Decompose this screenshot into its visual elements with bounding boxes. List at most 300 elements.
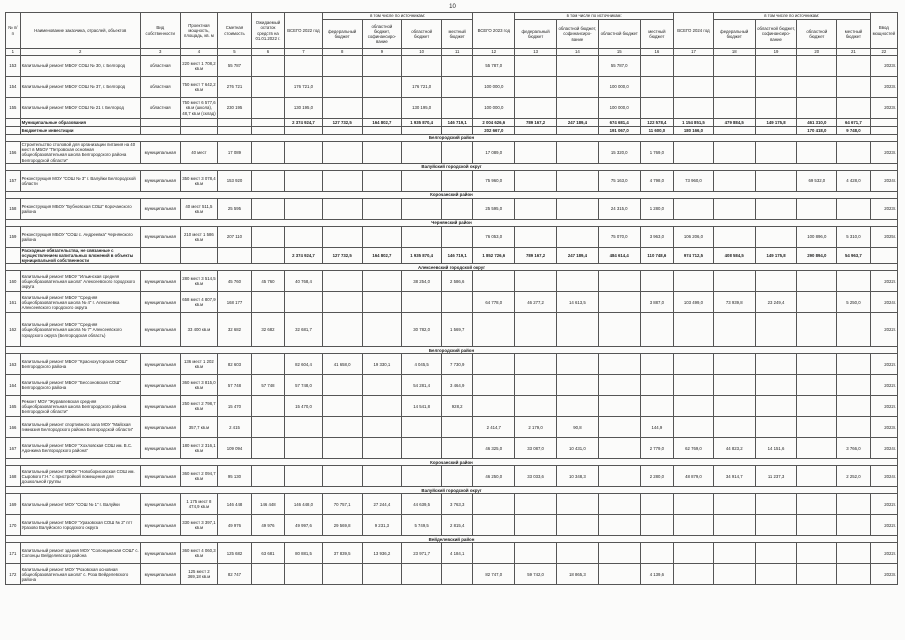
table-cell: 928,2: [442, 396, 473, 417]
table-cell: [515, 142, 557, 164]
table-cell: [755, 142, 797, 164]
table-cell: муниципальная: [140, 198, 180, 219]
table-cell: [674, 142, 714, 164]
commissioning-year: 2023г.: [870, 417, 897, 438]
table-cell: [322, 271, 362, 292]
table-cell: 95 130: [218, 466, 251, 487]
table-cell: 2 374 924,7: [285, 119, 323, 127]
table-cell: 100 000,0: [598, 98, 640, 119]
table-cell: 122 578,4: [640, 119, 673, 127]
table-cell: [322, 313, 362, 347]
table-cell: муниципальная: [140, 271, 180, 292]
table-cell: 33 033,6: [515, 466, 557, 487]
row-number: 167: [6, 438, 21, 459]
table-cell: [837, 564, 870, 585]
table-cell: [515, 396, 557, 417]
table-cell: [362, 564, 402, 585]
header-group-2024: в том числе по источникам:: [713, 13, 870, 20]
table-cell: 164 802,7: [362, 247, 402, 264]
table-cell: [797, 198, 837, 219]
column-number: 12: [473, 49, 515, 56]
table-cell: [402, 292, 442, 313]
table-cell: 789 167,2: [515, 119, 557, 127]
table-cell: 149 175,8: [755, 247, 797, 264]
commissioning-year: 2022г.: [870, 494, 897, 515]
table-cell: [251, 56, 284, 77]
total-row: [6, 127, 898, 135]
table-cell: [837, 354, 870, 375]
table-row: [6, 142, 898, 164]
table-cell: [251, 466, 284, 487]
row-number: 169: [6, 494, 21, 515]
table-cell: [402, 564, 442, 585]
row-number: 160: [6, 271, 21, 292]
table-cell: [251, 292, 284, 313]
table-cell: [755, 98, 797, 119]
header-group-2022: в том числе по источникам:: [322, 13, 473, 20]
table-cell: [515, 98, 557, 119]
section-row: [6, 536, 898, 543]
table-cell: [674, 375, 714, 396]
table-cell: [322, 142, 362, 164]
table-cell: [837, 313, 870, 347]
table-cell: 75 960,0: [473, 170, 515, 191]
table-cell: 82 747: [218, 564, 251, 585]
header-regional-2022: областной бюджет: [402, 20, 442, 49]
column-number: 17: [674, 49, 714, 56]
table-cell: 180 166,0: [674, 127, 714, 135]
table-cell: [797, 396, 837, 417]
table-cell: муниципальная: [140, 466, 180, 487]
table-cell: [598, 396, 640, 417]
table-row: [6, 354, 898, 375]
table-cell: [473, 515, 515, 536]
table-cell: [285, 198, 323, 219]
table-cell: 250 мест 2 798,7 кв.м: [180, 396, 218, 417]
header-commissioning: Ввод мощностей: [870, 13, 897, 49]
row-number: 155: [6, 98, 21, 119]
table-row: [6, 564, 898, 585]
table-cell: [251, 564, 284, 585]
table-cell: 15 470: [218, 396, 251, 417]
table-row: [6, 396, 898, 417]
column-number: 16: [640, 49, 673, 56]
object-name: Капитальный ремонт МБОУ СОШ № 30, г. Белгород: [20, 56, 140, 77]
table-cell: 27 244,4: [362, 494, 402, 515]
table-cell: [362, 466, 402, 487]
table-cell: [797, 292, 837, 313]
table-cell: [797, 77, 837, 98]
table-cell: [674, 515, 714, 536]
header-regional-2023: областной бюджет: [598, 20, 640, 49]
table-cell: 5 250,0: [837, 292, 870, 313]
table-cell: [362, 396, 402, 417]
table-cell: [755, 226, 797, 247]
table-cell: [322, 127, 362, 135]
table-cell: [515, 375, 557, 396]
header-local-2023: местный бюджет: [640, 20, 673, 49]
table-cell: [713, 198, 755, 219]
column-number: 19: [755, 49, 797, 56]
table-cell: [557, 515, 599, 536]
table-cell: [755, 170, 797, 191]
table-cell: [713, 354, 755, 375]
table-cell: 207 110: [218, 226, 251, 247]
row-number: 165: [6, 396, 21, 417]
table-cell: 125 682: [218, 543, 251, 564]
header-cost: Сметная стоимость: [218, 13, 251, 49]
table-row: [6, 375, 898, 396]
table-cell: [797, 354, 837, 375]
table-cell: 230 195: [218, 98, 251, 119]
table-cell: 30 782,0: [402, 313, 442, 347]
header-regional-cofin-2024: областной бюджет, софинансиро-вание: [755, 20, 797, 49]
table-cell: [713, 494, 755, 515]
table-cell: [640, 354, 673, 375]
table-cell: 125 мест 2 369,18 кв.м: [180, 564, 218, 585]
table-cell: 33 400 кв.м: [180, 313, 218, 347]
table-cell: [755, 56, 797, 77]
table-cell: [674, 354, 714, 375]
table-cell: 9 231,3: [362, 515, 402, 536]
column-number: 21: [837, 49, 870, 56]
table-cell: [674, 56, 714, 77]
commissioning-year: 2024г.: [870, 292, 897, 313]
table-cell: муниципальная: [140, 417, 180, 438]
table-cell: [674, 77, 714, 98]
table-cell: [755, 77, 797, 98]
table-cell: [640, 77, 673, 98]
table-cell: [837, 77, 870, 98]
table-cell: [322, 396, 362, 417]
table-cell: 210 мест 1 586 кв.м: [180, 226, 218, 247]
header-regional-cofin-2023: областной бюджет, софинансиро-вание: [557, 20, 599, 49]
table-cell: [473, 543, 515, 564]
table-cell: 130 195,0: [402, 98, 442, 119]
table-row: [6, 56, 898, 77]
row-number: 153: [6, 56, 21, 77]
table-cell: 69 532,0: [797, 170, 837, 191]
table-cell: 40 768,4: [285, 271, 323, 292]
table-cell: 4 139,6: [640, 564, 673, 585]
table-cell: 136 мест 1 202 кв.м: [180, 354, 218, 375]
table-cell: [557, 226, 599, 247]
table-cell: 55 787,0: [598, 56, 640, 77]
table-cell: [713, 313, 755, 347]
table-cell: [598, 354, 640, 375]
table-cell: [674, 564, 714, 585]
table-cell: [218, 119, 251, 127]
table-cell: 2 779,0: [640, 438, 673, 459]
table-cell: [598, 271, 640, 292]
table-cell: [640, 396, 673, 417]
table-cell: 82 604,4: [285, 354, 323, 375]
table-cell: [674, 494, 714, 515]
table-cell: [473, 271, 515, 292]
table-cell: [557, 543, 599, 564]
table-cell: [362, 292, 402, 313]
column-numbers-row: [6, 49, 898, 56]
table-cell: 13 936,2: [362, 543, 402, 564]
table-cell: [285, 438, 323, 459]
table-cell: 14 151,6: [755, 438, 797, 459]
table-cell: [285, 564, 323, 585]
table-cell: [402, 198, 442, 219]
table-cell: 17 089,0: [473, 142, 515, 164]
commissioning-year: 2023г.: [870, 198, 897, 219]
table-cell: [402, 466, 442, 487]
table-cell: 164 802,7: [362, 119, 402, 127]
table-cell: [362, 142, 402, 164]
table-cell: [362, 271, 402, 292]
table-cell: [713, 226, 755, 247]
table-cell: [837, 494, 870, 515]
commissioning-year: 2024г.: [870, 466, 897, 487]
table-cell: [713, 375, 755, 396]
table-cell: [473, 375, 515, 396]
header-group-2023: в том числе по источникам:: [515, 13, 674, 20]
column-number: 15: [598, 49, 640, 56]
table-cell: [557, 494, 599, 515]
table-cell: 106 206,0: [674, 226, 714, 247]
header-ownership: Вид собственности: [140, 13, 180, 49]
row-number: 168: [6, 466, 21, 487]
table-row: [6, 494, 898, 515]
header-name: Наименование заказчика, отраслей, объектов: [20, 13, 140, 49]
table-cell: [322, 170, 362, 191]
section-title: Валуйский городской округ: [6, 487, 898, 494]
table-cell: [674, 543, 714, 564]
table-cell: 484 614,4: [598, 247, 640, 264]
table-cell: 5 310,0: [837, 226, 870, 247]
table-cell: 75 163,0: [598, 170, 640, 191]
table-cell: [362, 56, 402, 77]
object-name: Реконструкция МОУ "СОШ № 3" г. Валуйки Белгородской области: [20, 170, 140, 191]
table-cell: [837, 396, 870, 417]
table-cell: 3 464,9: [442, 375, 473, 396]
table-cell: муниципальная: [140, 375, 180, 396]
table-cell: [322, 98, 362, 119]
table-cell: [797, 142, 837, 164]
table-cell: 176 721,0: [285, 77, 323, 98]
row-number: 162: [6, 313, 21, 347]
table-cell: [285, 466, 323, 487]
object-name: Капитальный ремонт здания МОУ "Солонцинская СОШ" с. Солонцы Вейделевского района: [20, 543, 140, 564]
header-total-2024: ВСЕГО 2024 год: [674, 13, 714, 49]
table-cell: [402, 127, 442, 135]
table-cell: 18 865,3: [557, 564, 599, 585]
table-cell: 1 154 851,5: [674, 119, 714, 127]
table-cell: 180 мест 2 316,1 кв.м: [180, 438, 218, 459]
table-cell: [797, 543, 837, 564]
table-cell: [674, 396, 714, 417]
table-cell: [713, 543, 755, 564]
column-number: 13: [515, 49, 557, 56]
table-cell: 170 418,0: [797, 127, 837, 135]
table-cell: 37 839,5: [322, 543, 362, 564]
object-name: Реконструкция МБОУ "Бубновская СОШ" Корочанского района: [20, 198, 140, 219]
section-title: Белгородский район: [6, 135, 898, 142]
table-cell: 153 920: [218, 170, 251, 191]
commissioning-year: 2023г.: [870, 142, 897, 164]
table-cell: [442, 170, 473, 191]
table-cell: [515, 127, 557, 135]
table-cell: 146 448,0: [285, 494, 323, 515]
table-cell: 146 719,1: [442, 119, 473, 127]
table-cell: [322, 375, 362, 396]
table-cell: [442, 127, 473, 135]
section-title: Корочанский район: [6, 191, 898, 198]
object-name: Капитальный ремонт МБОУ "Хохловская СОШ им. В.С. Адонкина Белгородского района": [20, 438, 140, 459]
table-cell: 3 963,0: [640, 226, 673, 247]
table-cell: [140, 127, 180, 135]
table-cell: 10 431,0: [557, 438, 599, 459]
section-title: Вейделевский район: [6, 536, 898, 543]
section-title: Корочанский район: [6, 459, 898, 466]
section-row: [6, 459, 898, 466]
table-cell: 25 595: [218, 198, 251, 219]
table-cell: [442, 564, 473, 585]
table-cell: 44 823,2: [713, 438, 755, 459]
table-cell: 360 мест 2 094,7 кв.м: [180, 466, 218, 487]
table-cell: [755, 271, 797, 292]
commissioning-year: [870, 127, 897, 135]
table-cell: 360 мест 4 060,3 кв.м: [180, 543, 218, 564]
table-cell: [362, 417, 402, 438]
table-cell: 1 569,7: [442, 313, 473, 347]
table-cell: [362, 77, 402, 98]
table-cell: [515, 313, 557, 347]
table-cell: [442, 292, 473, 313]
total-row: [6, 119, 898, 127]
table-cell: муниципальная: [140, 313, 180, 347]
table-cell: 80 881,5: [285, 543, 323, 564]
table-cell: [285, 417, 323, 438]
table-cell: 110 748,6: [640, 247, 673, 264]
commissioning-year: 2023г.: [870, 98, 897, 119]
column-number: 3: [140, 49, 180, 56]
section-title: Валуйский городской округ: [6, 163, 898, 170]
table-cell: [557, 354, 599, 375]
table-cell: [322, 77, 362, 98]
row-number: 170: [6, 515, 21, 536]
table-row: [6, 198, 898, 219]
commissioning-year: 2022г.: [870, 271, 897, 292]
table-cell: 46 250,0: [473, 466, 515, 487]
table-cell: [285, 142, 323, 164]
table-cell: [755, 417, 797, 438]
table-cell: 11 600,0: [640, 127, 673, 135]
table-cell: [797, 375, 837, 396]
table-cell: 357,7 кв.м: [180, 417, 218, 438]
table-cell: 350 мест 3 078,4 кв.м: [180, 170, 218, 191]
table-cell: [251, 198, 284, 219]
table-cell: 1 175 мест 8 474,9 кв.м: [180, 494, 218, 515]
table-cell: муниципальная: [140, 292, 180, 313]
table-cell: 127 732,5: [322, 119, 362, 127]
table-cell: [797, 313, 837, 347]
row-number: 154: [6, 77, 21, 98]
table-cell: 49 976: [218, 515, 251, 536]
table-cell: [797, 417, 837, 438]
table-cell: 55 787,0: [473, 56, 515, 77]
commissioning-year: [870, 247, 897, 264]
table-cell: [837, 198, 870, 219]
table-cell: муниципальная: [140, 543, 180, 564]
table-cell: [557, 271, 599, 292]
header-capacity: Проектная мощность, площадь, кв. м: [180, 13, 218, 49]
table-cell: [797, 56, 837, 77]
table-cell: [755, 354, 797, 375]
table-cell: [442, 77, 473, 98]
row-number: [6, 119, 21, 127]
commissioning-year: 2023г.: [870, 77, 897, 98]
table-cell: 1 935 870,4: [402, 119, 442, 127]
table-cell: [251, 127, 284, 135]
table-cell: 33 087,0: [515, 438, 557, 459]
table-cell: 23 249,4: [755, 292, 797, 313]
table-cell: [442, 142, 473, 164]
header-regional-2024: областной бюджет: [797, 20, 837, 49]
table-cell: [598, 313, 640, 347]
object-name: Бюджетные инвестиции: [20, 127, 140, 135]
table-cell: [218, 127, 251, 135]
table-cell: [251, 226, 284, 247]
table-cell: 100 000,0: [473, 98, 515, 119]
table-cell: [755, 396, 797, 417]
table-cell: 32 681,7: [285, 313, 323, 347]
table-cell: 44 639,5: [402, 494, 442, 515]
table-cell: [598, 515, 640, 536]
table-cell: 25 595,0: [473, 198, 515, 219]
header-total-2022: ВСЕГО 2022 год: [285, 13, 323, 49]
table-cell: [557, 127, 599, 135]
table-cell: [473, 354, 515, 375]
section-row: [6, 347, 898, 354]
table-cell: [713, 170, 755, 191]
table-cell: муниципальная: [140, 142, 180, 164]
table-cell: [557, 313, 599, 347]
table-cell: 1 852 726,6: [473, 247, 515, 264]
table-cell: [442, 98, 473, 119]
table-cell: 276 721: [218, 77, 251, 98]
table-cell: [515, 354, 557, 375]
table-cell: областная: [140, 98, 180, 119]
table-cell: [674, 313, 714, 347]
table-cell: [322, 417, 362, 438]
table-cell: [713, 77, 755, 98]
row-number: 159: [6, 226, 21, 247]
table-cell: [640, 375, 673, 396]
table-cell: 658 мест 4 807,9 кв.м: [180, 292, 218, 313]
table-cell: [251, 354, 284, 375]
object-name: Капитальный ремонт спортивного зала МОУ "Майская гимназия Белгородского района Белгородской области": [20, 417, 140, 438]
table-cell: [557, 198, 599, 219]
table-cell: [322, 292, 362, 313]
table-cell: [797, 438, 837, 459]
table-cell: [557, 98, 599, 119]
table-cell: 46 325,0: [473, 438, 515, 459]
table-row: [6, 515, 898, 536]
table-cell: [473, 313, 515, 347]
table-cell: [251, 142, 284, 164]
table-row: [6, 271, 898, 292]
table-cell: 54 963,7: [837, 247, 870, 264]
table-cell: 4 428,0: [837, 170, 870, 191]
table-cell: 146 448: [251, 494, 284, 515]
table-cell: 149 175,8: [755, 119, 797, 127]
table-cell: 7 730,9: [442, 354, 473, 375]
